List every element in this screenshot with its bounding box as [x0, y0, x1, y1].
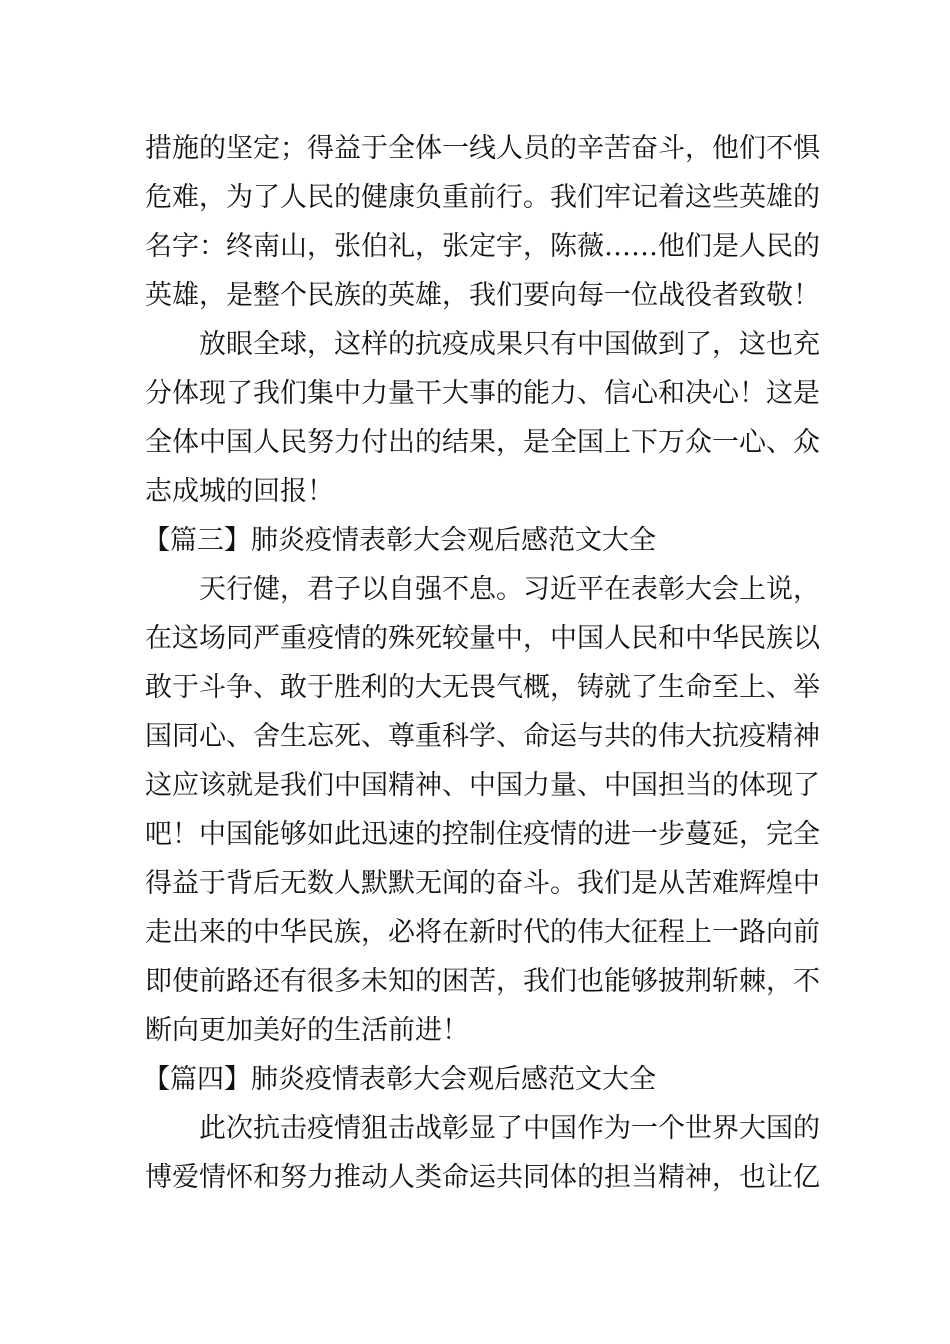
paragraph-line: 国同心、舍生忘死、尊重科学、命运与共的伟大抗疫精神: [145, 721, 820, 752]
paragraph-line: 分体现了我们集中力量干大事的能力、信心和决心！这是: [145, 378, 820, 409]
paragraph-line: 此次抗击疫情狙击战彰显了中国作为一个世界大国的: [199, 1113, 820, 1144]
paragraph-line: 博爱情怀和努力推动人类命运共同体的担当精神，也让亿: [145, 1162, 820, 1193]
document-body: [143, 124, 820, 1202]
paragraph-line: 敢于斗争、敢于胜利的大无畏气概，铸就了生命至上、举: [145, 672, 820, 703]
paragraph-line: 志成城的回报！: [145, 476, 334, 507]
paragraph-line: 这应该就是我们中国精神、中国力量、中国担当的体现了: [145, 770, 820, 801]
paragraph-1: [145, 124, 820, 320]
section-heading-4: 【篇四】肺炎疫情表彰大会观后感范文大全: [143, 1064, 656, 1095]
paragraph-line: 吧！中国能够如此迅速的控制住疫情的进一步蔓延，完全: [145, 819, 820, 850]
paragraph-line: 得益于背后无数人默默无闻的奋斗。我们是从苦难辉煌中: [145, 868, 820, 899]
section-heading-3: 【篇三】肺炎疫情表彰大会观后感范文大全: [143, 525, 656, 556]
paragraph-line: 在这场同严重疫情的殊死较量中，中国人民和中华民族以: [145, 623, 820, 654]
paragraph-line: 全体中国人民努力付出的结果，是全国上下万众一心、众: [145, 427, 820, 458]
paragraph-line: 英雄，是整个民族的英雄，我们要向每一位战役者致敬！: [145, 280, 820, 311]
paragraph-line: 天行健，君子以自强不息。习近平在表彰大会上说，: [199, 574, 820, 605]
paragraph-2: [145, 320, 820, 516]
paragraph-line: 走出来的中华民族，必将在新时代的伟大征程上一路向前: [145, 917, 820, 948]
paragraph-4: [145, 1104, 820, 1202]
paragraph-line: 名字：终南山，张伯礼，张定宇，陈薇……他们是人民的: [145, 231, 820, 262]
paragraph-line: 断向更加美好的生活前进！: [145, 1015, 469, 1046]
paragraph-line: 放眼全球，这样的抗疫成果只有中国做到了，这也充: [199, 329, 820, 360]
paragraph-line: 即使前路还有很多未知的困苦，我们也能够披荆斩棘，不: [145, 966, 820, 997]
paragraph-line: 危难，为了人民的健康负重前行。我们牢记着这些英雄的: [145, 182, 820, 213]
paragraph-3: [145, 565, 820, 1055]
paragraph-line: 措施的坚定；得益于全体一线人员的辛苦奋斗，他们不惧: [145, 133, 820, 164]
